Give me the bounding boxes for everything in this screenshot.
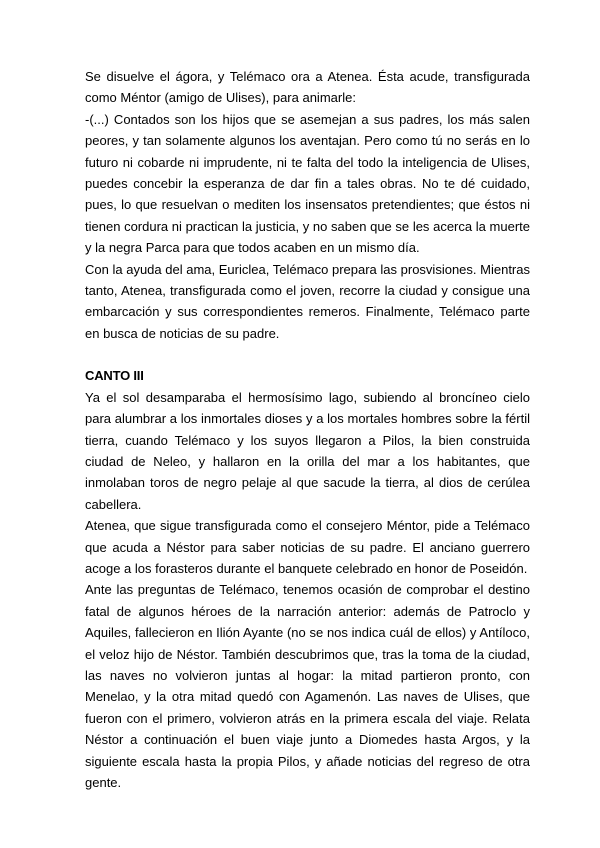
paragraph-nestor-account: Ante las preguntas de Telémaco, tenemos ocasión de comprobar el destino fatal de algunos héroes de la narración anterior: además de Patroclo y Aquiles, fallecieron en Ilión Ayante (no se nos indica cuál de ellos) y Antíloco, el veloz hijo de Néstor. También descubrimos que, tras la toma de la ciudad, las naves no volvieron juntas al hogar: la mitad partieron pronto, con Menelao, y la otra mitad quedó con Agamenón. Las naves de Ulises, que fueron con el primero, volvieron atrás en la primera escala del viaje. Relata Néstor a continuación el buen viaje junto a Diomedes hasta Argos, y la siguiente escala hasta la propia Pilos, y añade noticias del regreso de otra gente. — [85, 582, 530, 790]
paragraph-arrival-pilos: Ya el sol desamparaba el hermosísimo lago, subiendo al broncíneo cielo para alumbrar a los inmortales dioses y a los mortales hombres sobre la fértil tierra, cuando Telémaco y los suyos llegaron a Pilos, la bien construida ciudad de Neleo, y hallaron en la orilla del mar a los habitantes, que inmolaban toros de negro pelaje al que sacude la tierra, al dios de cerúlea cabellera. — [85, 389, 530, 512]
section-heading: CANTO III — [85, 368, 144, 384]
paragraph-intro: Se disuelve el ágora, y Telémaco ora a Atenea. Ésta acude, transfigurada como Méntor (amigo de Ulises), para animarle: — [85, 69, 530, 106]
document-page — [85, 66, 530, 793]
paragraph-preparations: Con la ayuda del ama, Euriclea, Telémaco prepara las prosvisiones. Mientras tanto, Atenea, transfigurada como el joven, recorre la ciudad y consigue una embarcación y sus correspondientes remeros. Finalmente, Telémaco parte en busca de noticias de su padre. — [85, 261, 530, 341]
paragraph-athena-mentor: Atenea, que sigue transfigurada como el consejero Méntor, pide a Telémaco que acuda a Néstor para saber noticias de su padre. El anciano guerrero acoge a los forasteros durante el banquete celebrado en honor de Poseidón. — [85, 518, 530, 576]
paragraph-quote: -(...) Contados son los hijos que se asemejan a sus padres, los más salen peores, y tan solamente algunos los aventajan. Pero como tú no serás en lo futuro ni cobarde ni imprudente, ni te falta del todo la inteligencia de Ulises, puedes concebir la esperanza de dar fin a tales obras. No te dé cuidado, pues, lo que resuelvan o mediten los insensatos pretendientes; que éstos ni tienen cordura ni practican la justicia, y no saben que se les acerca la muerte y la negra Parca para que todos acaben en un mismo día. — [85, 111, 530, 256]
